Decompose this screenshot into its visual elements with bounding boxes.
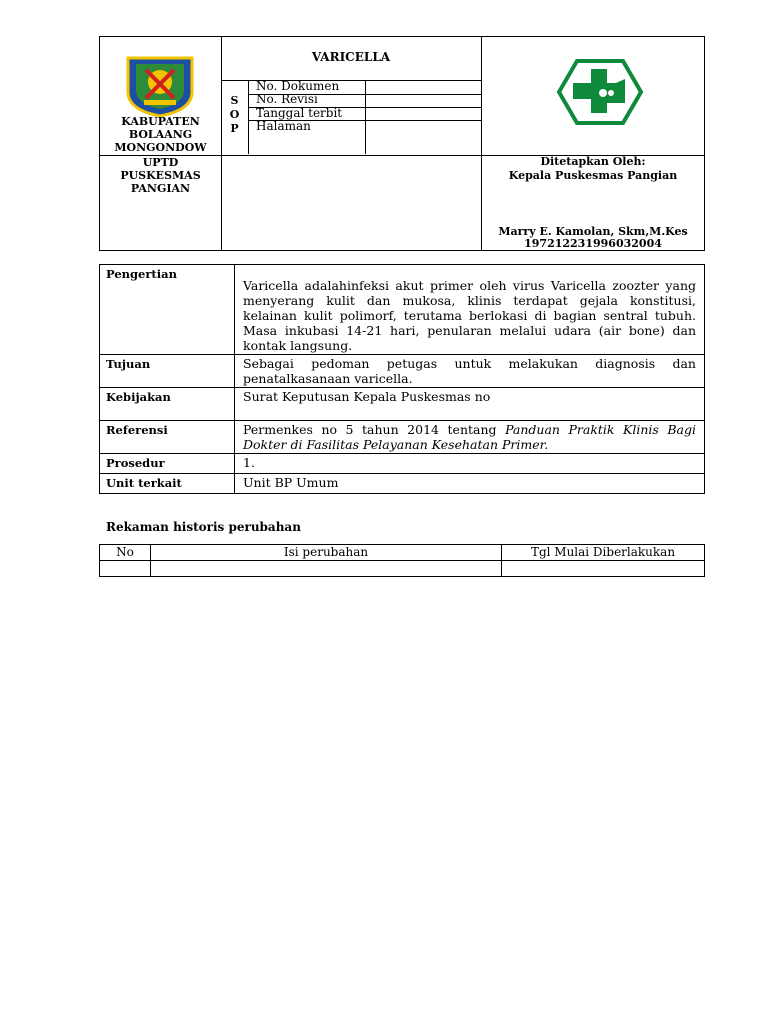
history-cell-date — [502, 561, 705, 577]
sop-content-table — [99, 264, 705, 494]
history-col-no: No — [100, 545, 151, 561]
sop-letter-o: O — [229, 108, 240, 121]
approval-line-2: Kepala Puskesmas Pangian — [508, 169, 678, 182]
sop-letter-s: S — [230, 94, 239, 107]
label-tujuan: Tujuan — [100, 355, 235, 388]
header-divider-2 — [481, 37, 482, 250]
doc-field-revisi: No. Revisi — [256, 92, 318, 107]
approval-block — [481, 155, 705, 183]
history-table — [99, 544, 705, 577]
label-unit-terkait: Unit terkait — [100, 474, 235, 494]
history-col-date: Tgl Mulai Diberlakukan — [502, 545, 705, 561]
row-prosedur — [100, 454, 705, 474]
doc-field-tanggal: Tanggal terbit — [256, 105, 343, 120]
text-pengertian: Varicella adalahinfeksi akut primer oleh virus Varicella zoozter yang menyerang kulit dan mukosa, klinis terdapat gejala konstitusi, kelainan kulit polimorf, terutama berlokasi di bagian sentral tubuh. Masa inkubasi 14-21 hari, penularan melalui udara (air bone) dan kontak langsung. — [235, 265, 705, 355]
history-col-change: Isi perubahan — [151, 545, 502, 561]
label-kebijakan: Kebijakan — [100, 388, 235, 421]
doc-field-nomor: No. Dokumen — [256, 79, 340, 93]
history-empty-row — [100, 561, 705, 577]
sop-letters — [221, 94, 248, 136]
sop-divider — [248, 80, 249, 154]
signer-name: Marry E. Kamolan, Skm,M.Kes — [498, 225, 688, 238]
history-header-row — [100, 545, 705, 561]
label-referensi: Referensi — [100, 421, 235, 454]
referensi-plain: Permenkes no 5 tahun 2014 tentang — [243, 422, 506, 437]
referensi-italic: Panduan Praktik Klinis Bagi Dokter di Fasilitas Pelayanan Kesehatan Primer. — [243, 422, 696, 452]
unit-line-3: PANGIAN — [130, 182, 191, 195]
row-pengertian — [100, 265, 705, 355]
org-line-2: BOLAANG — [128, 128, 193, 141]
header-divider-1 — [221, 37, 222, 250]
history-cell-change — [151, 561, 502, 577]
unit-name — [100, 156, 221, 195]
org-name — [100, 115, 221, 154]
row-tujuan — [100, 355, 705, 388]
text-referensi — [235, 421, 705, 454]
row-referensi — [100, 421, 705, 454]
label-prosedur: Prosedur — [100, 454, 235, 474]
puskesmas-cross-logo-icon — [555, 57, 645, 127]
org-line-3: MONGONDOW — [114, 141, 207, 154]
text-prosedur: 1. — [235, 454, 705, 474]
text-tujuan: Sebagai pedoman petugas untuk melakukan diagnosis dan penatalkasanaan varicella. — [235, 355, 705, 388]
regency-crest-icon — [122, 54, 198, 118]
document-title: VARICELLA — [311, 50, 391, 64]
history-title: Rekaman historis perubahan — [106, 520, 301, 534]
unit-line-2: PUSKESMAS — [120, 169, 201, 182]
signer-nip: 197212231996032004 — [524, 237, 662, 250]
org-line-1: KABUPATEN — [121, 115, 200, 128]
history-cell-no — [100, 561, 151, 577]
row-unit-terkait — [100, 474, 705, 494]
text-kebijakan: Surat Keputusan Kepala Puskesmas no — [235, 388, 705, 421]
doc-field-halaman: Halaman — [256, 118, 311, 133]
approval-line-1: Ditetapkan Oleh: — [540, 155, 646, 168]
sop-letter-p: P — [230, 122, 239, 135]
doc-fields — [256, 80, 342, 133]
unit-line-1: UPTD — [142, 156, 179, 169]
doc-fields-divider — [365, 80, 366, 154]
signer-block — [481, 226, 705, 250]
row-kebijakan — [100, 388, 705, 421]
text-unit-terkait: Unit BP Umum — [235, 474, 705, 494]
sop-header — [99, 36, 705, 251]
label-pengertian: Pengertian — [100, 265, 235, 355]
